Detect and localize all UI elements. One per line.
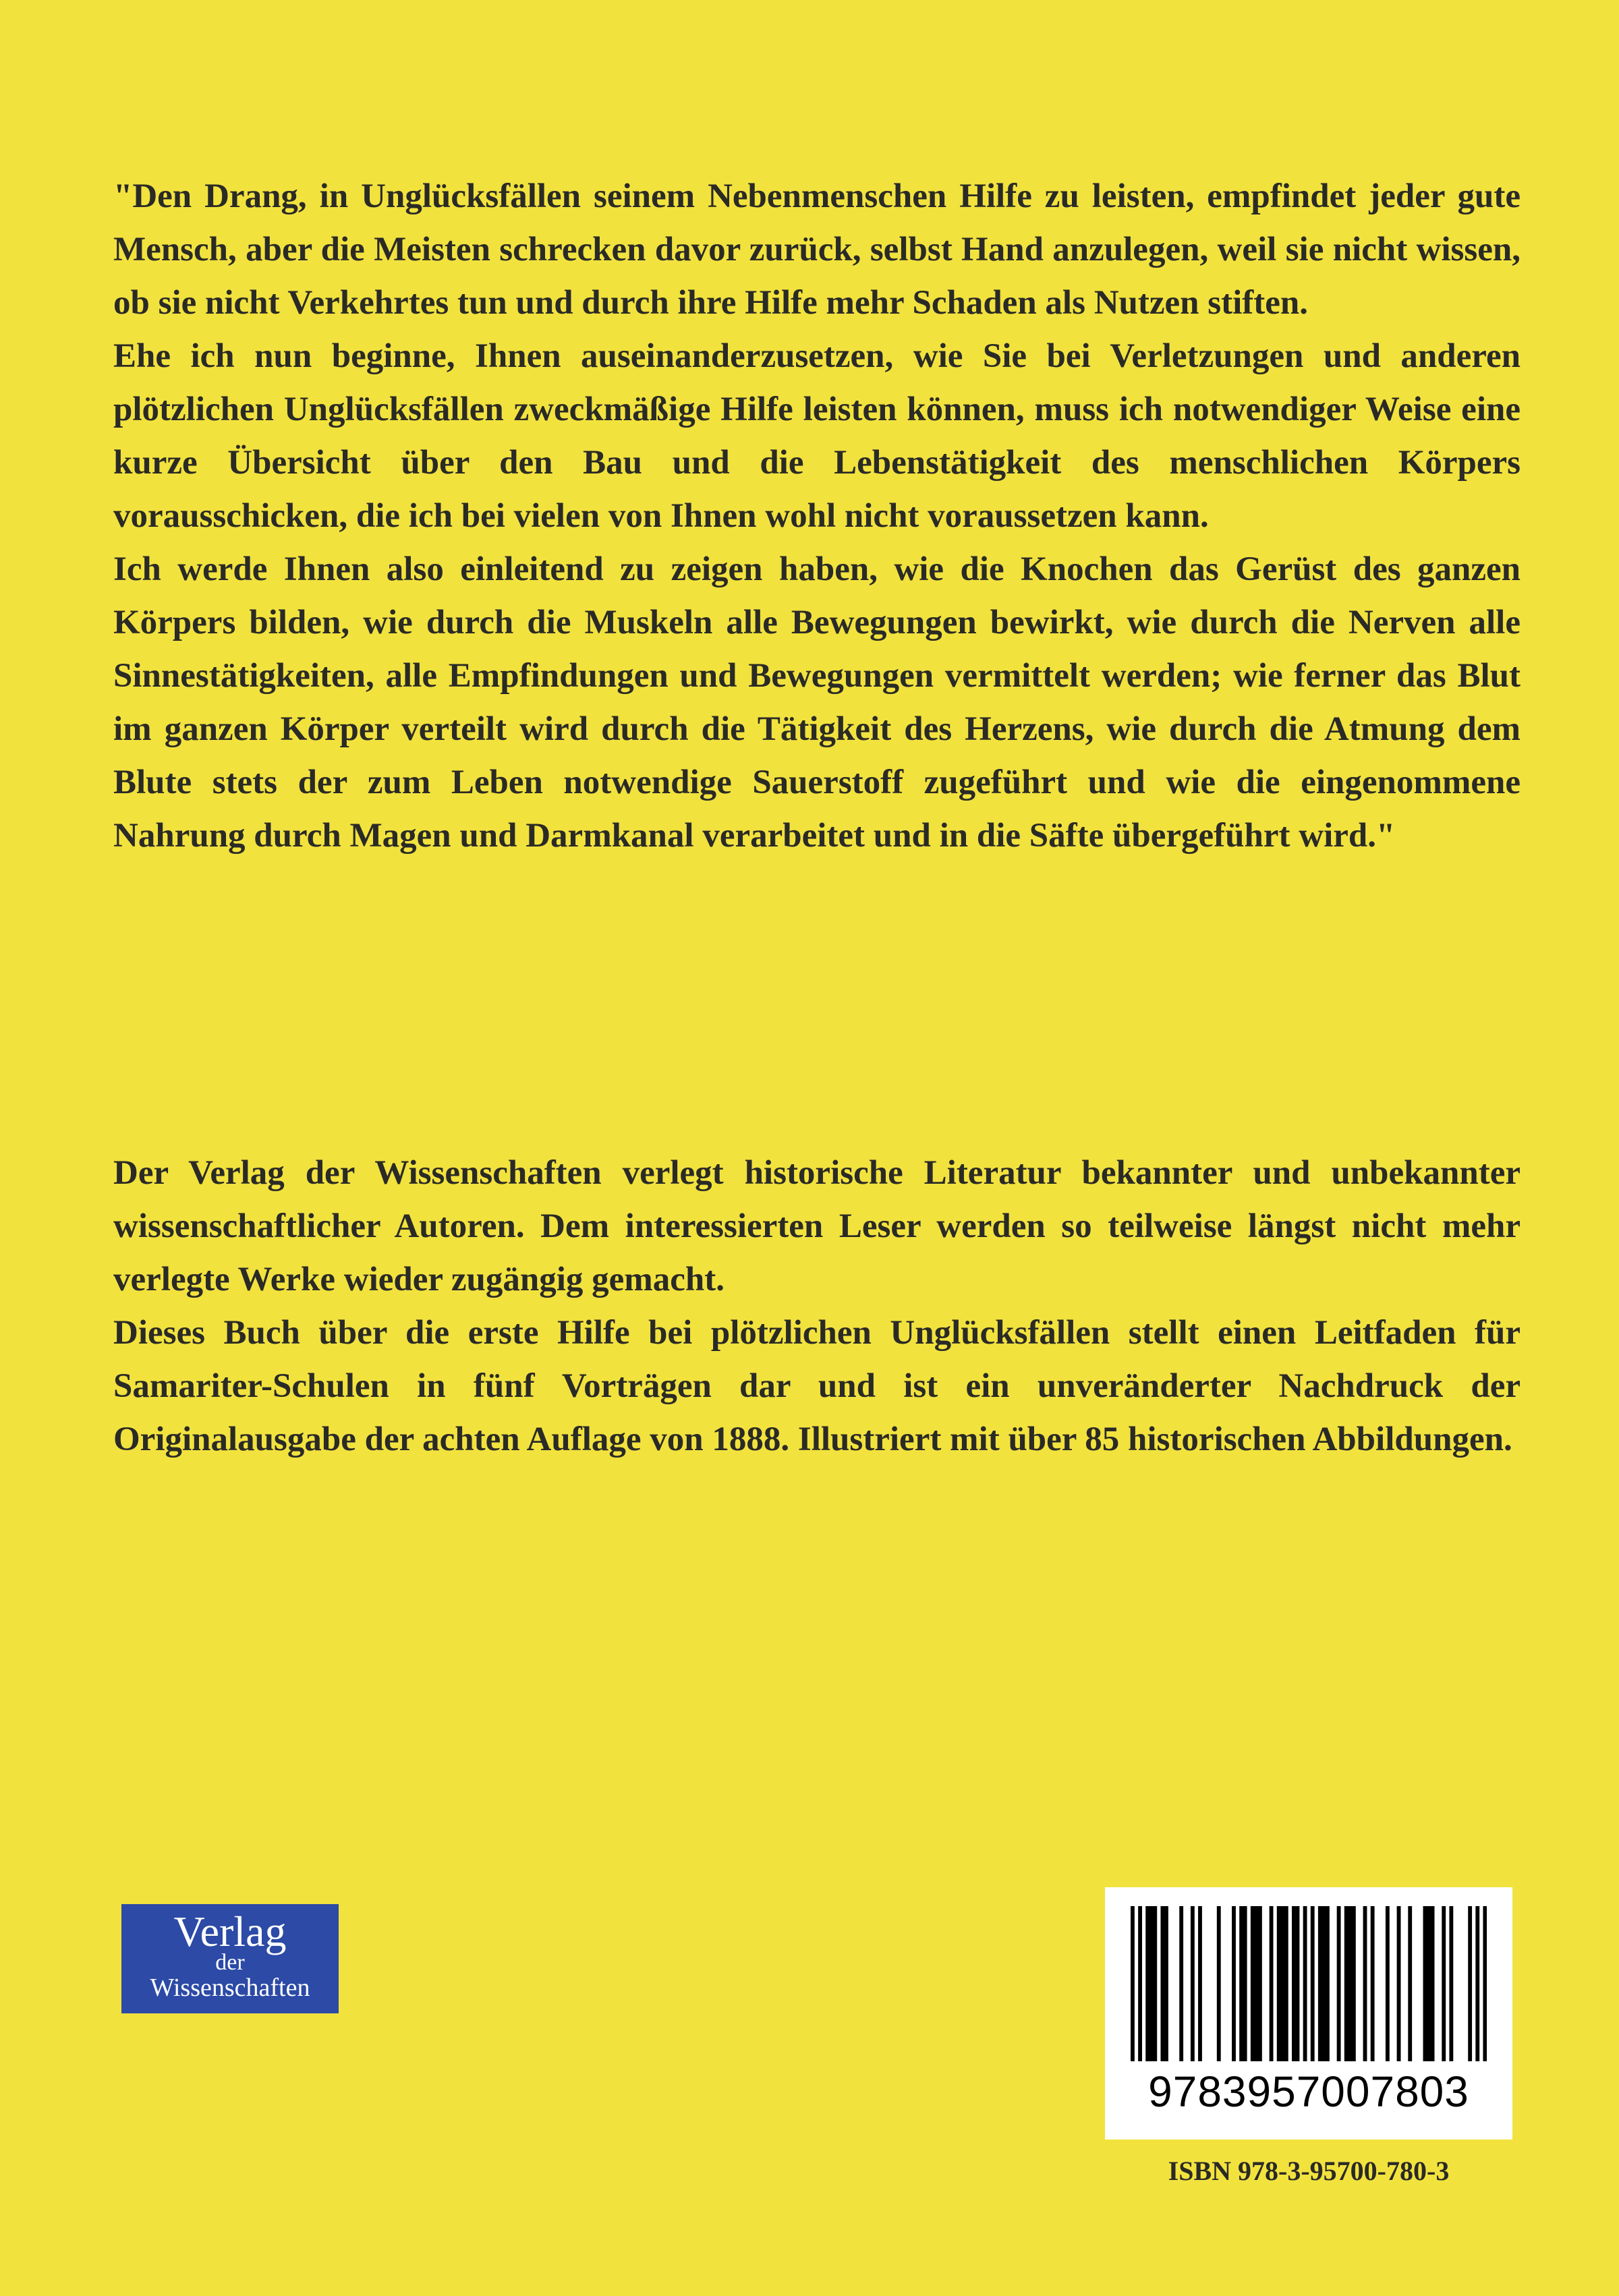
barcode-bar: [1337, 1906, 1341, 2061]
barcode-bar: [1153, 1906, 1157, 2061]
barcode-bar: [1232, 1906, 1236, 2061]
barcode-bar: [1449, 1906, 1453, 2061]
quote-paragraph-2: Ehe ich nun beginne, Ihnen auseinanderzusetzen, wie Sie bei Verletzungen und anderen plötzlichen Unglücksfällen zweckmäßige Hilfe leisten können, muss ich notwendiger Weise eine kurze Übersicht über den Bau und die Lebenstätigkeit des menschlichen Körpers vorausschicken, die ich bei vielen von Ihnen wohl nicht voraussetzen kann.: [113, 337, 1521, 535]
barcode-bar: [1254, 1906, 1258, 2061]
barcode-icon: [1131, 1906, 1487, 2061]
publisher-logo: [121, 1904, 339, 2013]
barcode-bar: [1468, 1906, 1472, 2061]
barcode-bar: [1311, 1906, 1315, 2061]
quote-paragraph-1: "Den Drang, in Unglücksfällen seinem Nebenmenschen Hilfe zu leisten, empfindet jeder gute Mensch, aber die Meisten schrecken davor zurück, selbst Hand anzulegen, weil sie nicht wissen, ob sie nicht Verkehrtes tun und durch ihre Hilfe mehr Schaden als Nutzen stiften.: [113, 177, 1521, 322]
barcode-bar: [1191, 1906, 1195, 2061]
barcode-bar: [1296, 1906, 1300, 2061]
barcode-bar: [1138, 1906, 1142, 2061]
barcode-bar: [1408, 1906, 1412, 2061]
barcode-bar: [1423, 1906, 1427, 2061]
logo-line-wissenschaften: Wissenschaften: [150, 1974, 310, 2002]
barcode-bar: [1352, 1906, 1356, 2061]
barcode-bar: [1280, 1906, 1284, 2061]
publisher-description-block: [113, 1147, 1521, 1466]
barcode-bar: [1217, 1906, 1221, 2061]
barcode-bar: [1442, 1906, 1446, 2061]
barcode-bar: [1371, 1906, 1375, 2061]
barcode-bar: [1198, 1906, 1202, 2061]
barcode-bar: [1427, 1906, 1431, 2061]
logo-line-verlag: Verlag: [173, 1907, 287, 1955]
barcode-bar: [1483, 1906, 1487, 2061]
barcode-bar: [1363, 1906, 1367, 2061]
barcode-bar: [1243, 1906, 1247, 2061]
barcode-label: [1105, 1887, 1512, 2140]
barcode-bar: [1344, 1906, 1348, 2061]
barcode-bar: [1322, 1906, 1326, 2061]
barcode-bar: [1318, 1906, 1322, 2061]
barcode-bar: [1277, 1906, 1281, 2061]
barcode-bar: [1386, 1906, 1390, 2061]
isbn-text: ISBN 978-3-95700-780-3: [1168, 2156, 1450, 2186]
barcode-bar: [1251, 1906, 1255, 2061]
barcode-bar: [1160, 1906, 1164, 2061]
barcode-number: 9783957007803: [1148, 2067, 1469, 2116]
barcode-bar: [1303, 1906, 1307, 2061]
barcode-bar: [1431, 1906, 1435, 2061]
barcode-bar: [1397, 1906, 1401, 2061]
barcode-bar: [1270, 1906, 1274, 2061]
barcode-bar: [1348, 1906, 1352, 2061]
logo-line-der: der: [215, 1950, 245, 1975]
barcode-bar: [1145, 1906, 1149, 2061]
barcode-bar: [1179, 1906, 1183, 2061]
barcode-bar: [1258, 1906, 1262, 2061]
quote-text-block: [113, 170, 1521, 863]
barcode-bar: [1292, 1906, 1296, 2061]
barcode-bar: [1284, 1906, 1288, 2061]
quote-paragraph-3: Ich werde Ihnen also einleitend zu zeigen haben, wie die Knochen das Gerüst des ganzen Körpers bilden, wie durch die Muskeln alle Bewegungen bewirkt, wie durch die Nerven alle Sinnestätigkeiten, alle Empfindungen und Bewegungen vermittelt werden; wie ferner das Blut im ganzen Körper verteilt wird durch die Tätigkeit des Herzens, wie durch die Atmung dem Blute stets der zum Leben notwendige Sauerstoff zugeführt und wie die eingenommene Nahrung durch Magen und Darmkanal verarbeitet und in die Säfte übergeführt wird.": [113, 550, 1521, 855]
barcode-bar: [1164, 1906, 1168, 2061]
barcode-bar: [1475, 1906, 1479, 2061]
barcode-bar: [1239, 1906, 1243, 2061]
publisher-paragraph-2: Dieses Buch über die erste Hilfe bei plötzlichen Unglücksfällen stellt einen Leitfaden für Samariter-Schulen in fünf Vorträgen dar und ist ein unveränderter Nachdruck der Originalausgabe der achten Auflage von 1888. Illustriert mit über 85 historischen Abbildungen.: [113, 1314, 1521, 1458]
barcode-bar: [1326, 1906, 1330, 2061]
publisher-paragraph-1: Der Verlag der Wissenschaften verlegt historische Literatur bekannter und unbekannter wissenschaftlicher Autoren. Dem interessierten Leser werden so teilweise längst nicht mehr verlegte Werke wieder zugängig gemacht.: [113, 1154, 1521, 1298]
barcode-bar: [1131, 1906, 1135, 2061]
barcode-bar: [1149, 1906, 1154, 2061]
